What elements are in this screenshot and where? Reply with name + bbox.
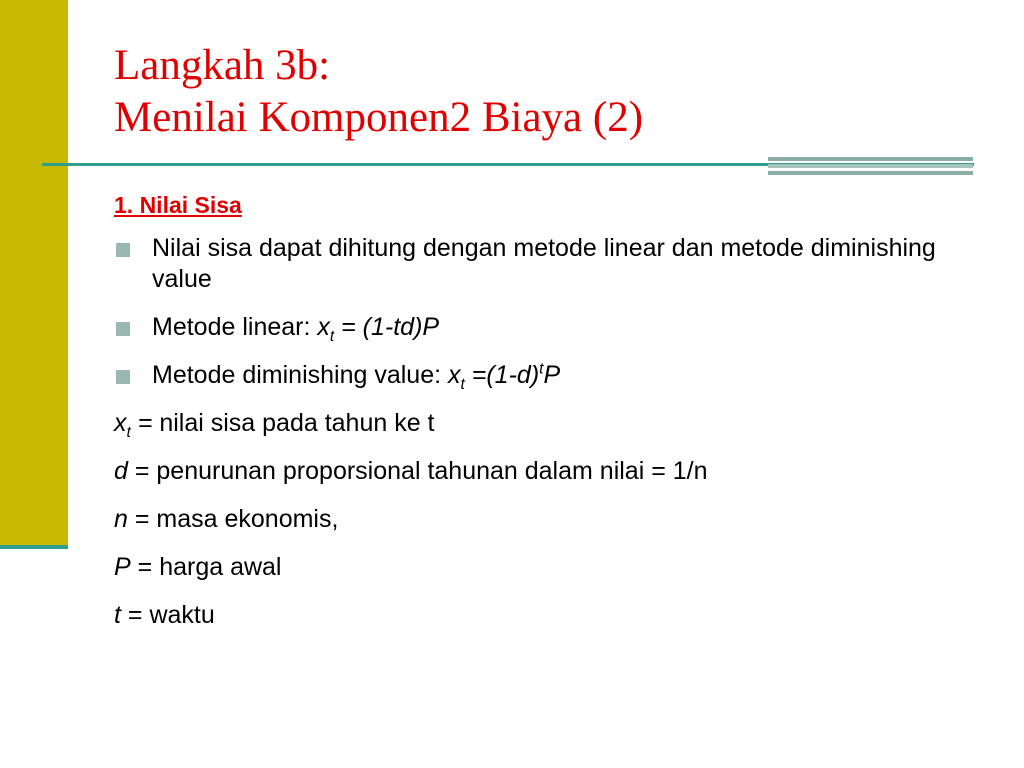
def-text: masa ekonomis, [156,505,339,533]
def-eq: = [120,601,150,629]
formula-var: x [448,361,461,389]
title-line-1: Langkah 3b: [114,42,331,89]
definition-line [114,408,974,439]
def-text: waktu [149,601,215,629]
def-eq: = [130,553,160,581]
def-text: penurunan proporsional tahunan dalam nilai = 1/n [156,457,708,485]
def-eq: = [127,505,157,533]
bullet-text: Nilai sisa dapat dihitung dengan metode linear dan metode diminishing value [152,234,936,293]
definition-line [114,504,974,535]
formula: = (1-td)P [334,313,440,341]
slide-body [114,190,974,648]
formula-var: x [317,313,330,341]
left-decor-bar [0,0,68,548]
formula-sup: t [539,360,544,378]
left-decor-line [0,545,68,549]
bullet-item [114,233,974,295]
def-var: n [114,505,128,533]
def-text: nilai sisa pada tahun ke t [159,409,435,437]
bullet-label: Metode linear: [152,313,318,341]
def-sub: t [126,424,131,441]
bullet-square-icon [116,370,130,384]
formula-part-a: =(1-d) [464,361,540,389]
formula-part-b: P [543,361,561,389]
def-var: d [114,457,128,485]
def-text: harga awal [159,553,282,581]
definition-line [114,552,974,583]
slide-title [114,40,643,144]
bullet-label: Metode diminishing value: [152,361,448,389]
bullet-item [114,312,974,343]
definition-line [114,456,974,487]
formula-sub: t [329,328,335,345]
def-eq: = [130,409,160,437]
bullet-item [114,360,974,391]
def-eq: = [127,457,157,485]
formula-sub: t [460,376,465,393]
decorative-stripes [768,157,973,178]
definition-line [114,600,974,631]
section-heading: 1. Nilai Sisa [114,192,242,218]
def-var: x [114,409,127,437]
def-var: P [114,553,131,581]
bullet-square-icon [116,322,130,336]
bullet-square-icon [116,243,130,257]
title-line-2: Menilai Komponen2 Biaya (2) [114,94,644,141]
def-var: t [114,601,121,629]
